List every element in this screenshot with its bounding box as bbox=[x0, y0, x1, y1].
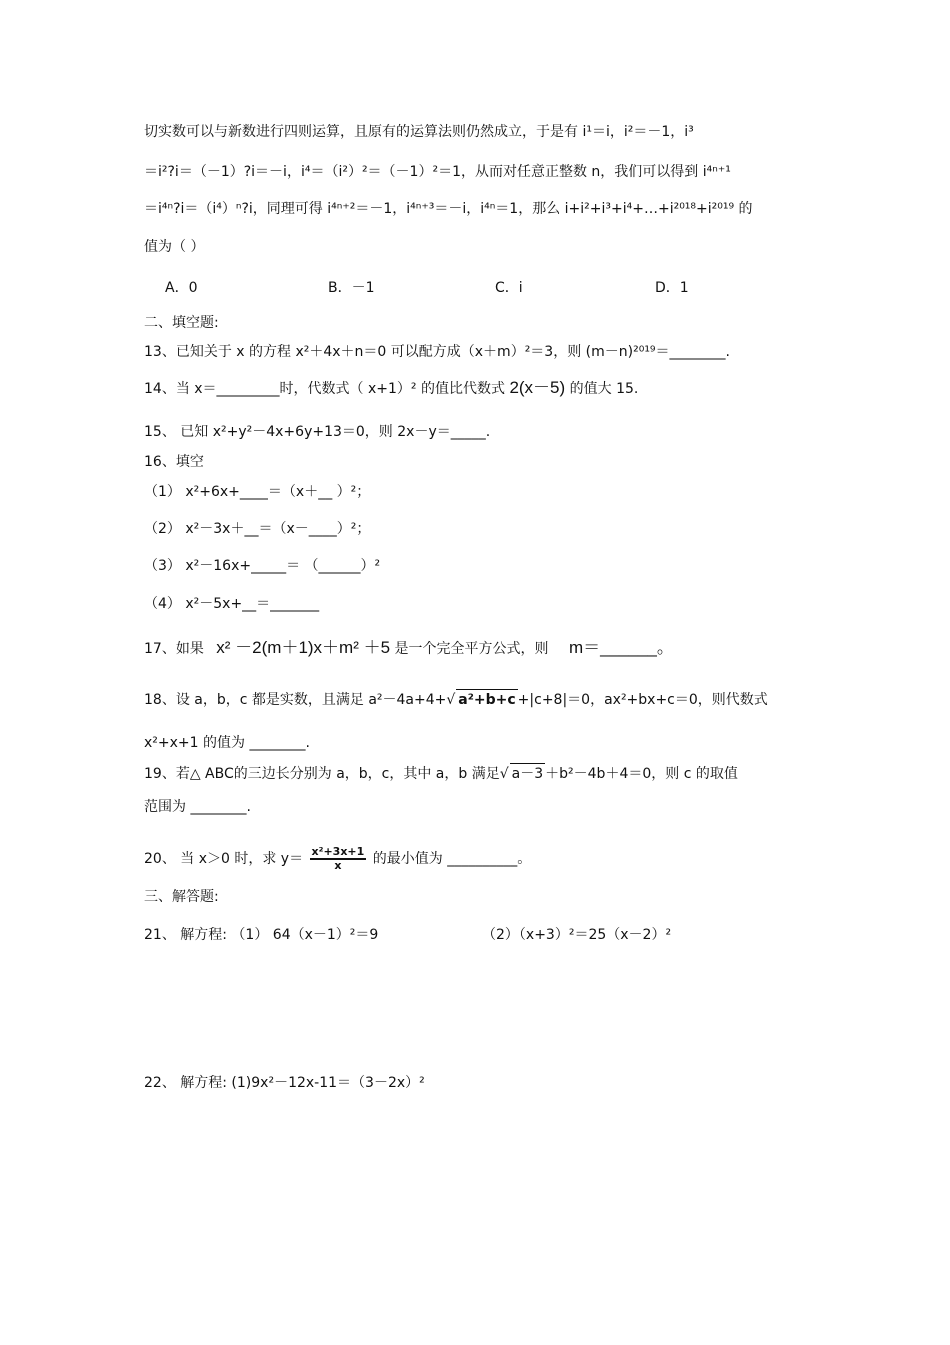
q20-fraction bbox=[310, 846, 367, 872]
question-18-line-2: x²+x+1 的值为 ________. bbox=[144, 735, 310, 751]
q20-text-post: 的最小值为 __________。 bbox=[372, 851, 532, 867]
question-17 bbox=[144, 638, 810, 659]
q20-numerator: x²+3x+1 bbox=[311, 845, 365, 858]
q16-item-3: （3） x²－16x+_____＝ （______）² bbox=[144, 558, 381, 574]
q14-math: 2(x－5) bbox=[509, 378, 566, 397]
q12-line-1: 切实数可以与新数进行四则运算，且原有的运算法则仍然成立，于是有 i¹＝i，i²＝－1，i³ bbox=[144, 124, 694, 140]
q16-item-1: （1） x²+6x+____＝（x＋__ ）²； bbox=[144, 484, 371, 500]
q20-text-pre: 20、 当 x＞0 时，求 y＝ bbox=[144, 851, 304, 867]
q12-line-4: 值为（ ） bbox=[144, 239, 205, 255]
q18-text-post: +|c+8|＝0，ax²+bx+c＝0，则代数式 bbox=[517, 692, 768, 708]
choice-c: C．i bbox=[495, 280, 523, 296]
q19-radicand: a－3 bbox=[510, 763, 546, 784]
q19-text-post: ＋b²－4b＋4＝0，则 c 的取值 bbox=[545, 766, 738, 782]
q17-answer: m＝______。 bbox=[568, 638, 674, 657]
q17-text-post: 是一个完全平方公式，则 bbox=[394, 641, 549, 657]
q17-text-pre: 17、如果 bbox=[144, 641, 204, 657]
q18-text-pre: 18、设 a，b，c 都是实数，且满足 a²－4a+4+ bbox=[144, 692, 447, 708]
question-19-line-2: 范围为 ________. bbox=[144, 799, 251, 815]
q19-text-pre: 19、若△ ABC的三边长分别为 a，b，c，其中 a，b 满足 bbox=[144, 766, 500, 782]
q12-line-3: ＝i⁴ⁿ?i＝（i⁴）ⁿ?i，同理可得 i⁴ⁿ⁺²＝－1，i⁴ⁿ⁺³＝－i，i⁴ⁿ＝1，那么 i+i²+i³+i⁴+…+i²⁰¹⁸+i²⁰¹⁹ 的 bbox=[144, 201, 753, 217]
question-15: 15、 已知 x²+y²－4x+6y+13＝0，则 2x－y＝_____. bbox=[144, 424, 491, 440]
q17-math: x² －2(m＋1)x＋m² ＋5 bbox=[216, 638, 391, 657]
question-18-line-1 bbox=[144, 689, 810, 710]
q20-denominator: x bbox=[334, 859, 342, 872]
question-13: 13、已知关于 x 的方程 x²＋4x＋n＝0 可以配方成（x＋m）²＝3，则 (m－n)²⁰¹⁹＝________. bbox=[144, 344, 730, 360]
sqrt-symbol: √ bbox=[446, 692, 456, 708]
question-14 bbox=[144, 378, 810, 399]
q21-part-1: 21、 解方程: （1） 64（x－1）²＝9 bbox=[144, 927, 379, 943]
section-heading-solve: 三、解答题: bbox=[144, 889, 219, 905]
question-19-line-1 bbox=[144, 763, 810, 784]
q18-radicand: a²+b+c bbox=[456, 689, 517, 710]
q12-line-2: ＝i²?i＝（－1）?i＝－i，i⁴＝（i²）²＝（－1）²＝1，从而对任意正整数 n，我们可以得到 i⁴ⁿ⁺¹ bbox=[144, 164, 731, 180]
choice-d: D．1 bbox=[655, 280, 689, 296]
question-20 bbox=[144, 846, 810, 872]
choice-b: B．－1 bbox=[328, 280, 375, 296]
q14-text-post: 的值大 15. bbox=[569, 381, 639, 397]
section-heading-fill-blank: 二、填空题: bbox=[144, 315, 219, 331]
question-16-title: 16、填空 bbox=[144, 454, 204, 470]
q14-text-pre: 14、当 x＝_________时，代数式（ x+1）² 的值比代数式 bbox=[144, 381, 505, 397]
sqrt-symbol: √ bbox=[499, 766, 509, 782]
q21-part-2: （2）（x+3）²＝25（x－2）² bbox=[482, 927, 672, 943]
question-21 bbox=[144, 925, 810, 945]
q16-item-4: （4） x²－5x+__＝_______ bbox=[144, 596, 320, 612]
q16-item-2: （2） x²－3x＋__＝（x－____）²； bbox=[144, 521, 371, 537]
choice-a: A．0 bbox=[165, 280, 198, 296]
question-22: 22、 解方程: (1)9x²－12x-11＝（3－2x）² bbox=[144, 1075, 425, 1091]
